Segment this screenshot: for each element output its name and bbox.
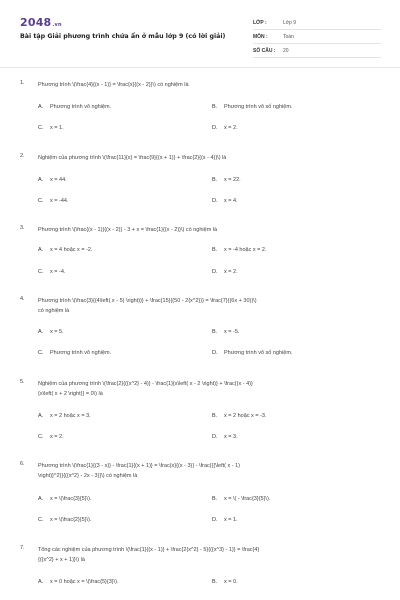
meta-label: LỚP :: [253, 19, 267, 26]
option-b[interactable]: [212, 247, 267, 253]
option-text: x = 1.: [50, 125, 64, 131]
option-d[interactable]: [212, 125, 238, 131]
option-c[interactable]: [38, 269, 65, 275]
option-letter: B.: [212, 496, 218, 502]
option-text: x = 4.: [224, 198, 238, 204]
option-text: x = 0 hoặc x = \(\frac{5}{3}\).: [50, 579, 119, 585]
option-text: x = \( - \frac{3}{5}\).: [224, 496, 271, 502]
option-d[interactable]: [212, 269, 238, 275]
option-b[interactable]: [212, 177, 241, 183]
option-letter: A.: [38, 104, 44, 110]
option-b[interactable]: [212, 496, 270, 502]
meta-label: SỐ CÂU :: [253, 47, 276, 54]
option-text: x = \(\frac{3}{5}\).: [50, 496, 92, 502]
option-letter: B.: [212, 104, 218, 110]
option-letter: B.: [212, 247, 218, 253]
option-a[interactable]: [38, 329, 64, 335]
question-text: Phương trình \(\frac{(x - 1)}{(x - 2)} - 3 + x = \frac{1}{(x - 2)}\) có nghiệm là: [38, 227, 218, 233]
option-text: x = 4 hoặc x = -2.: [50, 247, 93, 253]
question-text-line-1: Tổng các nghiệm của phương trình \(\frac{1}{(x - 1)} + \frac{2{x^2} - 5}{({x^3} - 1)} = \frac{4}: [38, 547, 260, 553]
option-letter: C.: [38, 517, 44, 523]
option-d[interactable]: [212, 350, 292, 356]
option-d[interactable]: [212, 198, 238, 204]
option-c[interactable]: [38, 434, 64, 440]
option-text: x = 22.: [224, 177, 241, 183]
header-divider: [0, 67, 400, 68]
question-number: 1.: [20, 80, 25, 86]
option-c[interactable]: [38, 350, 111, 356]
option-text: Phương trình vô nghiệm.: [50, 350, 112, 356]
option-text: x = 5.: [50, 329, 64, 335]
option-letter: B.: [212, 329, 218, 335]
option-letter: D.: [212, 350, 218, 356]
question-number: 2.: [20, 153, 25, 159]
meta-row-grade: [253, 16, 381, 30]
site-logo[interactable]: [20, 16, 62, 29]
option-c[interactable]: [38, 125, 64, 131]
option-text: x = 2.: [50, 434, 64, 440]
question-text: Nghiệm của phương trình \(\frac{11}{x} = \frac{9}{(x + 1)} + \frac{2}{(x - 4)}\) là: [38, 155, 227, 161]
option-text: x = -4 hoặc x = 2.: [224, 247, 267, 253]
option-text: x = -44.: [50, 198, 69, 204]
option-text: x = 2.: [224, 125, 238, 131]
option-letter: B.: [212, 177, 218, 183]
option-letter: A.: [38, 496, 44, 502]
option-letter: C.: [38, 198, 44, 204]
option-text: Phương trình vô số nghiệm.: [224, 104, 293, 110]
option-letter: C.: [38, 350, 44, 356]
option-letter: C.: [38, 434, 44, 440]
logo-text: 2048: [20, 16, 52, 29]
option-a[interactable]: [38, 413, 91, 419]
question-text-line-1: Phương trình \(\frac{3}{(4\left( x - 5) \right))} + \frac{15}{(50 - 2{x^2})} = \frac{7}{(6x + 30)}\): [38, 298, 257, 304]
option-text: x = 2.: [224, 269, 238, 275]
question-number: 7.: [20, 545, 25, 551]
page-title: Bài tập Giải phương trình chứa ẩn ở mẫu lớp 9 (có lời giải): [20, 33, 226, 40]
option-text: x = 0.: [224, 579, 238, 585]
option-b[interactable]: [212, 579, 238, 585]
option-letter: A.: [38, 247, 44, 253]
option-d[interactable]: [212, 434, 238, 440]
option-a[interactable]: [38, 496, 91, 502]
option-letter: A.: [38, 579, 44, 585]
option-letter: A.: [38, 177, 44, 183]
option-b[interactable]: [212, 104, 292, 110]
option-letter: B.: [212, 579, 218, 585]
option-letter: C.: [38, 125, 44, 131]
question-number: 6.: [20, 461, 25, 467]
option-text: x = 2 hoặc x = -3.: [224, 413, 267, 419]
question-text-line-2: có nghiệm là: [38, 308, 70, 314]
option-text: x = 2 hoặc x = 3.: [50, 413, 91, 419]
option-text: x = 3.: [224, 434, 238, 440]
option-letter: D.: [212, 269, 218, 275]
option-letter: B.: [212, 413, 218, 419]
option-d[interactable]: [212, 517, 238, 523]
option-letter: A.: [38, 413, 44, 419]
option-a[interactable]: [38, 104, 111, 110]
question-text: Phương trình \(\frac{4}{(x - 1)} = \frac{x}{(x - 2)}\) có nghiệm là: [38, 82, 189, 88]
option-b[interactable]: [212, 329, 239, 335]
option-text: x = 44.: [50, 177, 67, 183]
option-letter: D.: [212, 517, 218, 523]
option-text: Phương trình vô nghiệm.: [50, 104, 112, 110]
option-text: x = -4.: [50, 269, 66, 275]
meta-value: 20: [283, 47, 289, 54]
question-text-line-2: {({x^2} + x + 1)}\) là: [38, 557, 85, 563]
document-header: [0, 0, 400, 66]
question-text-line-2: {x\left( x + 2 \right)} = 0\) là: [38, 391, 103, 397]
option-text: x = 1.: [224, 517, 238, 523]
question-number: 3.: [20, 225, 25, 231]
question-text-line-2: \right)}^2}}{({x^2} - 2x - 3)}\) có nghiệm là: [38, 473, 138, 479]
question-text-line-1: Nghiệm của phương trình \(\frac{2}{({x^2} - 4)} - \frac{1}{x\left( x - 2 \right)} + \frac{(x - 4)}: [38, 381, 253, 387]
meta-row-subject: [253, 30, 381, 44]
question-number: 5.: [20, 379, 25, 385]
question-text-line-1: Phương trình \(\frac{1}{(3 - x)} - \frac{1}{(x + 1)} = \frac{x}{(x - 3)} - \frac{{{\left( x - 1): [38, 463, 241, 469]
option-text: x = \(\frac{2}{5}\).: [50, 517, 92, 523]
option-letter: D.: [212, 434, 218, 440]
logo-tld: .vn: [52, 22, 62, 28]
question-number: 4.: [20, 296, 25, 302]
option-text: Phương trình vô số nghiệm.: [224, 350, 293, 356]
option-c[interactable]: [38, 198, 69, 204]
option-letter: D.: [212, 125, 218, 131]
option-a[interactable]: [38, 247, 93, 253]
option-letter: A.: [38, 329, 44, 335]
meta-value: Toán: [283, 33, 294, 40]
option-a[interactable]: [38, 579, 119, 585]
meta-table: [253, 16, 381, 58]
meta-label: MÔN :: [253, 33, 268, 40]
meta-value: Lớp 9: [283, 19, 297, 26]
option-text: x = -5.: [224, 329, 240, 335]
meta-row-count: [253, 44, 381, 58]
option-b[interactable]: [212, 413, 267, 419]
option-a[interactable]: [38, 177, 67, 183]
option-letter: D.: [212, 198, 218, 204]
option-letter: C.: [38, 269, 44, 275]
option-c[interactable]: [38, 517, 91, 523]
